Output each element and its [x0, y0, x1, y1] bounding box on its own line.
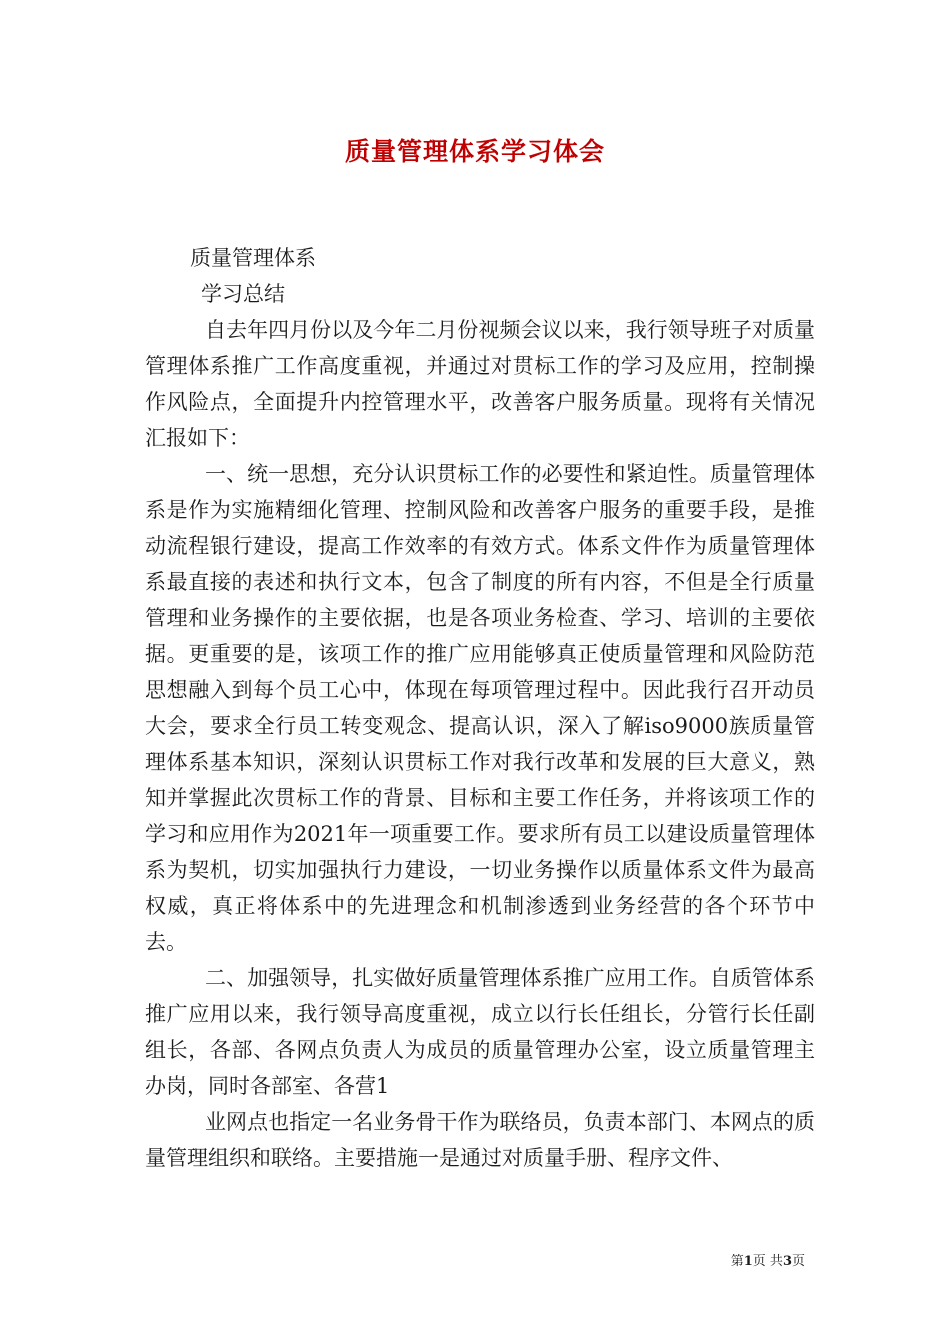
subtitle-line-2: 学习总结 [201, 282, 285, 306]
paragraph: 二、加强领导，扎实做好质量管理体系推广应用工作。自质管体系推广应用以来，我行领导高度重视，成立以行长任组长，分管行长任副组长，各部、各网点负责人为成员的质量管理办公室，设立质量管理主办岗，同时各部室、各营1 [145, 966, 815, 1098]
paragraph: 一、统一思想，充分认识贯标工作的必要性和紧迫性。质量管理体系是作为实施精细化管理、控制风险和改善客户服务的重要手段，是推动流程银行建设，提高工作效率的有效方式。体系文件作为质量管理体系最直接的表述和执行文本，包含了制度的所有内容，不但是全行质量管理和业务操作的主要依据，也是各项业务检查、学习、培训的主要依据。更重要的是，该项工作的推广应用能够真正使质量管理和风险防范思想融入到每个员工心中，体现在每项管理过程中。因此我行召开动员大会，要求全行员工转变观念、提高认识，深入了解iso9000族质量管理体系基本知识，深刻认识贯标工作对我行改革和发展的巨大意义，熟知并掌握此次贯标工作的背景、目标和主要工作任务，并将该项工作的学习和应用作为2021年一项重要工作。要求所有员工以建设质量管理体系为契机，切实加强执行力建设，一切业务操作以质量体系文件为最高权威，真正将体系中的先进理念和机制渗透到业务经营的各个环节中去。 [145, 462, 815, 954]
paragraph: 业网点也指定一名业务骨干作为联络员，负责本部门、本网点的质量管理组织和联络。主要措施一是通过对质量手册、程序文件、 [145, 1110, 815, 1170]
paragraph: 自去年四月份以及今年二月份视频会议以来，我行领导班子对质量管理体系推广工作高度重视，并通过对贯标工作的学习及应用，控制操作风险点，全面提升内控管理水平，改善客户服务质量。现将有关情况汇报如下： [145, 318, 815, 450]
footer-suffix: 页 [791, 1254, 805, 1269]
footer-prefix: 第 [730, 1254, 744, 1269]
footer-middle: 页 共 [752, 1254, 783, 1269]
page-footer [731, 1250, 805, 1269]
footer-current-page: 1 [743, 1254, 753, 1269]
document-title: 质量管理体系学习体会 [344, 137, 605, 166]
document-body [145, 240, 815, 1176]
subtitle-line-1: 质量管理体系 [190, 246, 316, 270]
footer-total-pages: 3 [782, 1254, 792, 1269]
